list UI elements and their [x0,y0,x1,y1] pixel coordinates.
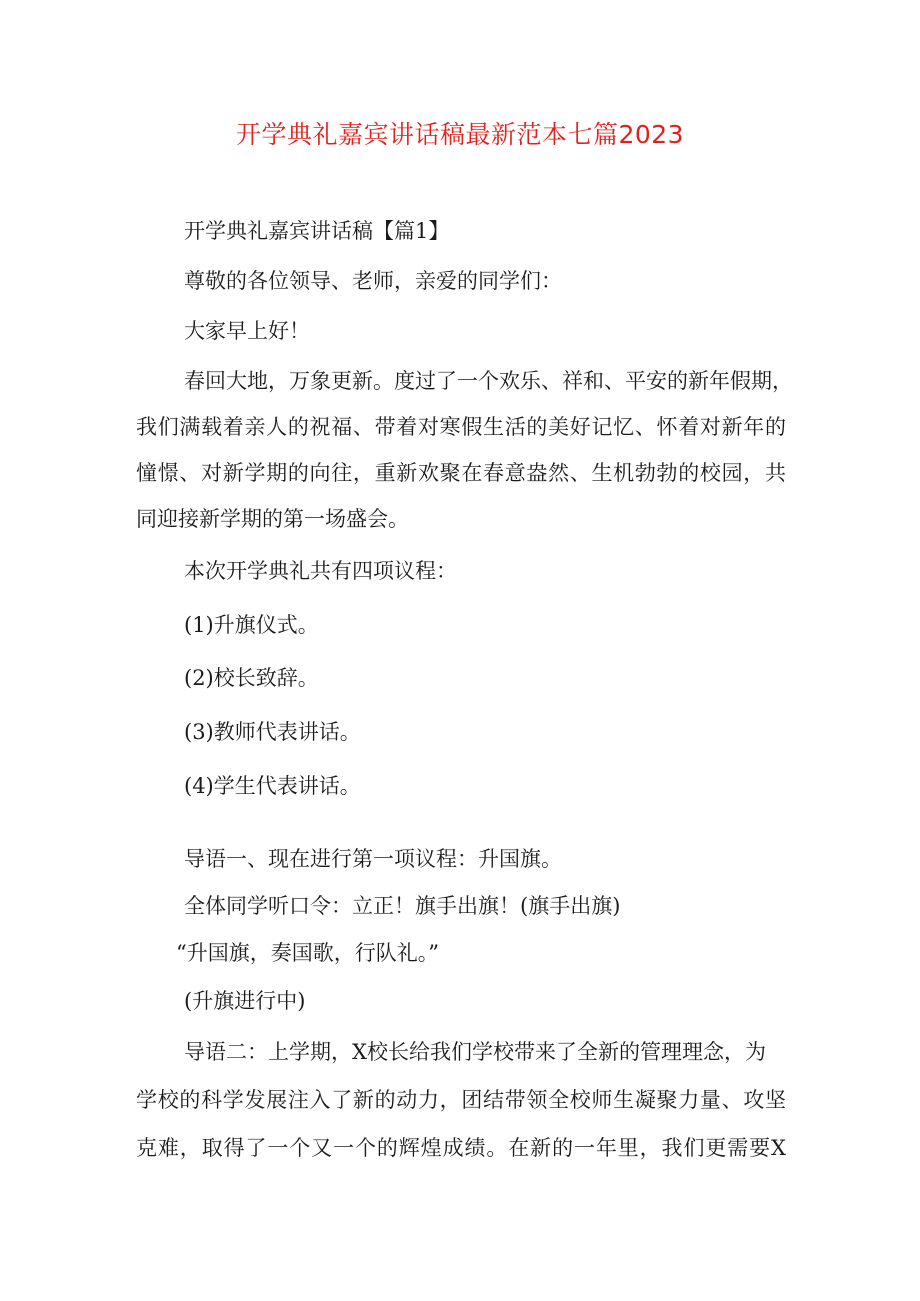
agenda-intro: 本次开学典礼共有四项议程： [184,559,457,583]
agenda-item: (2)校长致辞。 [184,666,319,690]
paragraph-line: 同迎接新学期的第一场盛会。 [136,507,409,531]
ceremony-quote: “升国旗，奏国歌，行队礼。” [176,941,439,965]
flag-command: 全体同学听口令：立正！旗手出旗！(旗手出旗) [184,894,621,918]
paragraph-line: 学校的科学发展注入了新的动力，团结带领全校师生凝聚力量、攻坚 [136,1088,786,1112]
paragraph-line: 克难，取得了一个又一个的辉煌成绩。在新的一年里，我们更需要X [136,1136,786,1160]
ceremony-note: (升旗进行中) [184,989,306,1013]
document-title: 开学典礼嘉宾讲话稿最新范本七篇2023 [235,120,685,149]
paragraph-line: 导语二：上学期，X校长给我们学校带来了全新的管理理念，为 [184,1040,766,1064]
salutation: 尊敬的各位领导、老师，亲爱的同学们： [184,269,562,293]
paragraph-line: 憧憬、对新学期的向往，重新欢聚在春意盎然、生机勃勃的校园，共 [136,461,786,485]
agenda-item: (3)教师代表讲话。 [184,720,361,744]
paragraph-line: 我们满载着亲人的祝福、带着对寒假生活的美好记忆、怀着对新年的 [136,415,786,439]
greeting: 大家早上好！ [184,319,310,343]
guide-one: 导语一、现在进行第一项议程：升国旗。 [184,847,562,871]
agenda-item: (4)学生代表讲话。 [184,774,361,798]
paragraph-line: 春回大地，万象更新。度过了一个欢乐、祥和、平安的新年假期， [184,369,793,393]
section-heading: 开学典礼嘉宾讲话稿【篇1】 [184,219,450,243]
agenda-item: (1)升旗仪式。 [184,613,319,637]
